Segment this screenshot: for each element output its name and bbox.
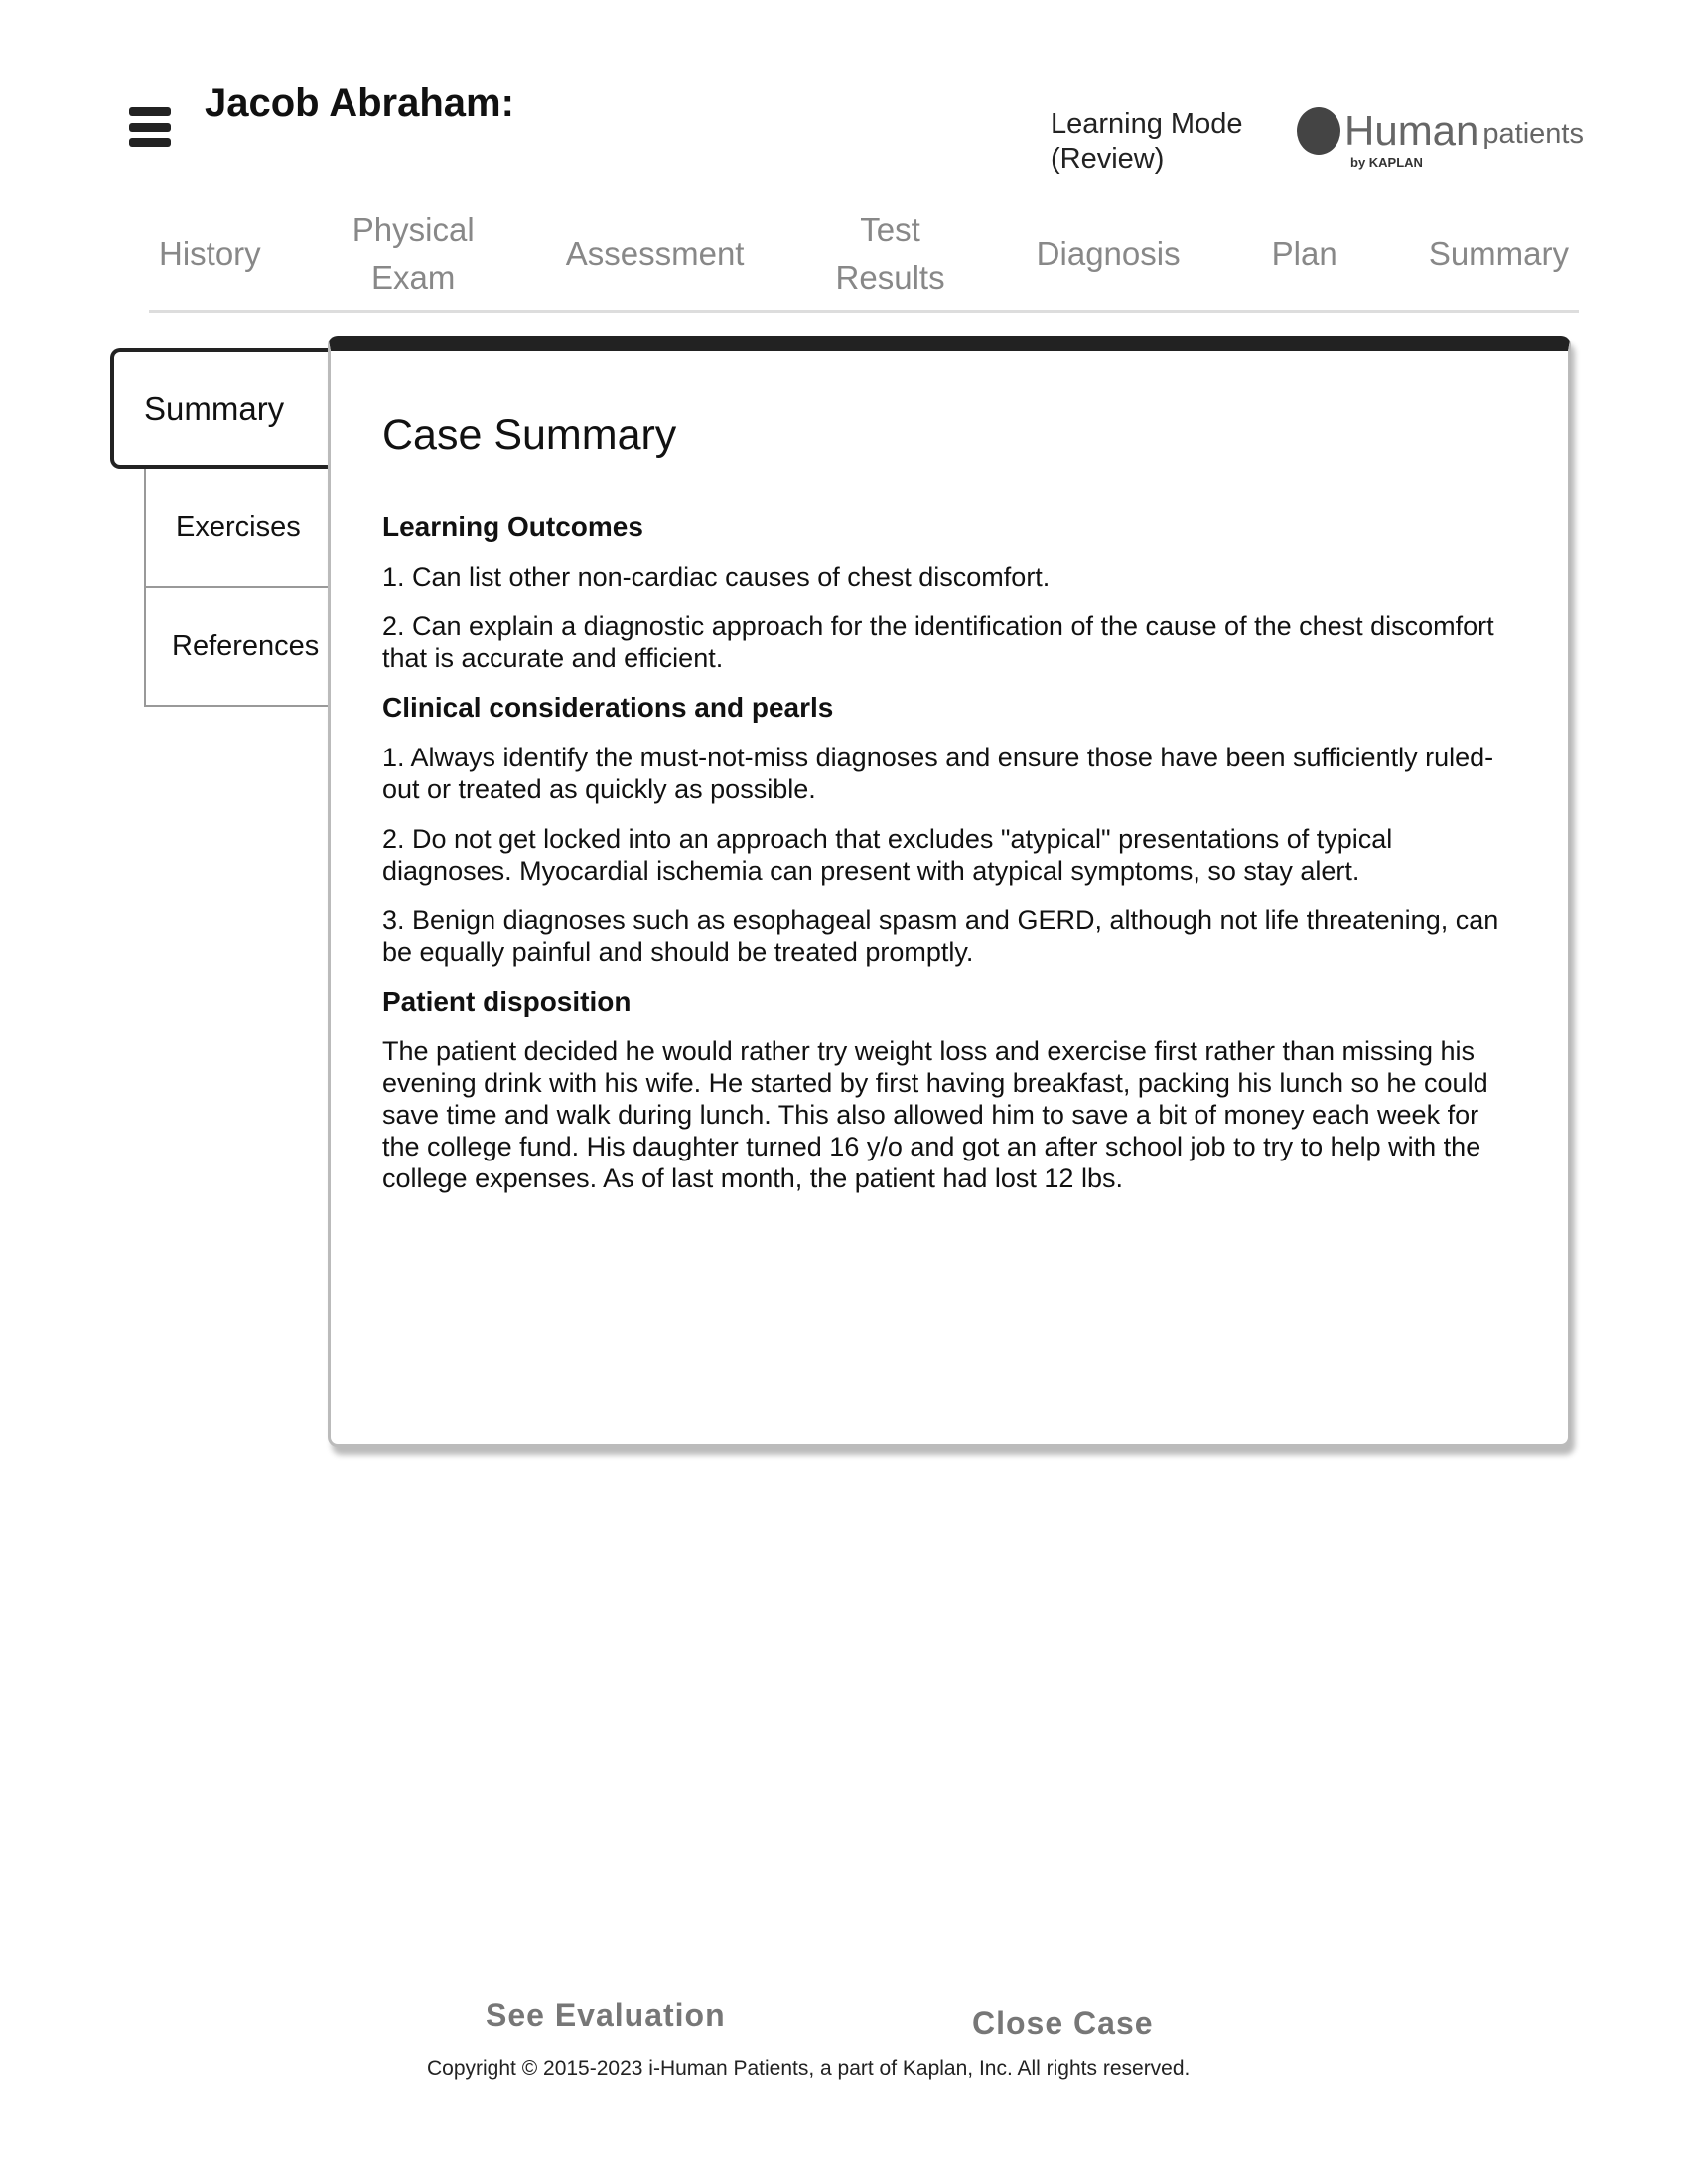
close-case-button[interactable]: Close Case	[972, 2005, 1154, 2041]
ihuman-logo	[1297, 107, 1584, 170]
logo-mark-icon	[1297, 107, 1340, 155]
tab-label: Assessment	[565, 235, 745, 272]
main-tabs	[149, 199, 1579, 313]
tab-summary[interactable]	[1419, 230, 1579, 278]
tab-physical-exam[interactable]	[343, 206, 485, 302]
learning-outcome: 2. Can explain a diagnostic approach for the identification of the cause of the chest discomfort that is accurate and efficient.	[382, 612, 1494, 673]
clinical-pearl: 1. Always identify the must-not-miss diagnoses and ensure those have been sufficiently ruled-out or treated as quickly as possible.	[382, 743, 1494, 804]
patient-name-title: Jacob Abraham:	[205, 81, 514, 125]
copyright: Copyright © 2015-2023 i-Human Patients, a part of Kaplan, Inc. All rights reserved.	[427, 2057, 1191, 2080]
logo-brand: Human	[1344, 107, 1479, 154]
sidebar-item-references[interactable]: References	[144, 588, 339, 707]
case-summary-panel	[328, 336, 1571, 1447]
learning-outcomes-heading: Learning Outcomes	[382, 511, 643, 542]
tab-history[interactable]	[149, 230, 271, 278]
tab-label: Plan	[1271, 235, 1337, 272]
tab-plan[interactable]	[1262, 230, 1347, 278]
disposition-heading: Patient disposition	[382, 986, 632, 1017]
learning-outcome: 1. Can list other non-cardiac causes of chest discomfort.	[382, 562, 1051, 592]
learning-mode-label	[1051, 107, 1242, 177]
tab-label: History	[159, 235, 261, 272]
summary-sidebar	[110, 348, 339, 707]
disposition-text: The patient decided he would rather try weight loss and exercise first rather than missing his evening drink with his wife. He started by first having breakfast, packing his lunch so he could save time and walk during lunch. This also allowed him to save a bit of money each week for the college fund. His daughter turned 16 y/o and got an after school job to try to help with the college expenses. As of last month, the patient had lost 12 lbs.	[382, 1036, 1488, 1193]
clinical-heading: Clinical considerations and pearls	[382, 692, 834, 723]
logo-suffix: patients	[1482, 118, 1584, 150]
tab-label: Diagnosis	[1036, 235, 1181, 272]
page-title: Case Summary	[382, 411, 677, 459]
mode-line-2: (Review)	[1051, 143, 1165, 175]
clinical-pearl: 2. Do not get locked into an approach that excludes "atypical" presentations of typical diagnoses. Myocardial ischemia can present with atypical symptoms, so stay alert.	[382, 824, 1393, 886]
sidebar-item-exercises[interactable]: Exercises	[144, 469, 339, 588]
clinical-pearl: 3. Benign diagnoses such as esophageal spasm and GERD, although not life threatening, can be equally painful and should be treated promptly.	[382, 905, 1499, 967]
tab-diagnosis[interactable]	[1027, 230, 1191, 278]
mode-line-1: Learning Mode	[1051, 108, 1243, 140]
logo-by-kaplan: by KAPLAN	[1350, 155, 1423, 170]
hamburger-menu-icon[interactable]	[129, 107, 171, 147]
sidebar-item-summary[interactable]: Summary	[110, 348, 339, 469]
tab-label: Results	[835, 259, 945, 296]
tab-label: Exam	[371, 259, 456, 296]
see-evaluation-button[interactable]: See Evaluation	[486, 1997, 726, 2033]
tab-test-results[interactable]	[826, 206, 955, 302]
tab-assessment[interactable]	[556, 230, 755, 278]
tab-label: Physical	[352, 211, 475, 248]
tab-label: Test	[860, 211, 920, 248]
tab-label: Summary	[1428, 235, 1569, 272]
